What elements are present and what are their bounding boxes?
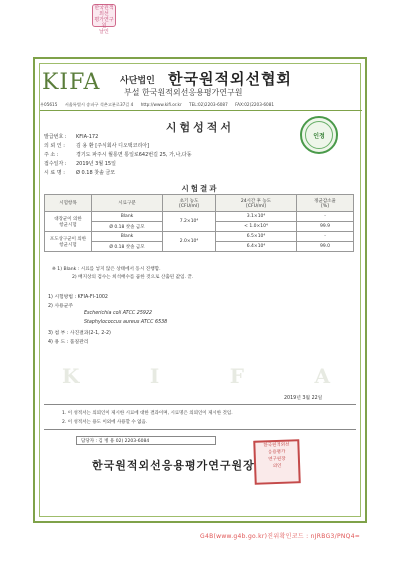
official-red-seal <box>253 439 301 485</box>
org-prefix: 사단법인 <box>120 76 155 86</box>
website: http://www.kifi.or.kr <box>140 102 182 107</box>
rate-cell: - <box>297 212 354 222</box>
header-cell: 24시간 후 농도 [CFU/ml] <box>216 195 297 212</box>
top-seal-line: 한국원적외선 <box>94 5 114 17</box>
info-label: 접수일자 : <box>44 161 67 167</box>
watermark-letter: A <box>314 364 332 388</box>
info-label: 발급번호 : <box>44 134 67 140</box>
divider <box>44 429 356 430</box>
seal-line: 한국원적외선 <box>263 442 290 449</box>
top-seal-stamp <box>92 4 116 35</box>
header-cell: 시료구분 <box>92 195 163 212</box>
seal-line: 의인 <box>272 463 282 470</box>
address-line <box>40 102 362 111</box>
purpose: 4) 용 도 : 품질관리 <box>48 340 89 345</box>
strains-label: 2) 사용균주 <box>48 304 73 309</box>
issuer-name: 한국원적외선응용평가연구원장 <box>92 459 255 472</box>
sample-cell: Blank <box>92 232 163 242</box>
initial-cell: 2.0×10⁴ <box>163 232 216 252</box>
after-cell: 6.4×10⁴ <box>216 242 297 252</box>
watermark-letter: F <box>229 364 246 388</box>
divider <box>44 404 356 405</box>
footer-note: 1. 이 성적서는 의뢰인이 제시한 시료에 대한 결과이며, 시료명은 의뢰인이 제시한 것임. <box>62 411 233 416</box>
info-value: 김 용 환 [주식회사 디오택코리아] <box>76 143 150 149</box>
header-cell: 시험항목 <box>45 195 92 212</box>
test-item-cell <box>45 212 92 232</box>
top-seal-line: 날인 <box>99 29 109 35</box>
postal-code: 우05615 <box>40 102 58 107</box>
attachment: 3) 첨 부 : 사진결과(2-1, 2-2) <box>48 331 111 336</box>
top-seal-line: 평가연구원 <box>94 17 114 29</box>
info-value: 경기도 파주시 월롱면 통일로642번길 25, 가,나,다동 <box>76 152 192 158</box>
fax: FAX:02)2203-6081 <box>235 102 275 107</box>
sample-cell: Ø 0.18 찻솔 금모 <box>92 222 163 232</box>
issue-date: 2019년 3월 22일 <box>284 396 323 401</box>
test-item-line: 포도상구균이 의한 <box>49 236 87 242</box>
seal-line: 응용평가 <box>267 449 286 456</box>
results-title: 시험결과 <box>181 184 219 193</box>
results-note: ※ 1) Blank : 시료를 넣지 않은 상태에서 동시 진행함. <box>52 267 161 272</box>
kifa-watermark <box>62 364 332 388</box>
test-item-line: 대장균이 의한 <box>54 216 82 222</box>
address: 서울특별시 송파구 석촌고분로37길 4 <box>64 102 134 107</box>
results-table <box>44 194 354 252</box>
stamp-text: 인정 <box>313 133 325 140</box>
results-note: 2) 배지상의 검수는 희석배수를 곱한 것으로 산출된 값임. 끝. <box>72 275 194 280</box>
table-header-row <box>45 195 354 212</box>
kifa-logo: KIFA <box>42 70 101 95</box>
info-value: 2019년 3월 15일 <box>76 161 116 167</box>
test-item-cell <box>45 232 92 252</box>
info-row-client <box>44 142 149 149</box>
test-item-line: 항균시험 <box>59 222 77 228</box>
test-item-line: 항균시험 <box>59 242 77 248</box>
test-method: 1) 시험방법 : KFIA-FI-1002 <box>48 295 108 300</box>
watermark-letter: I <box>149 364 162 388</box>
rate-cell: 99.9 <box>297 222 354 232</box>
contact-box: 담당자 : 김 병 용 02) 2203-6084 <box>76 436 216 445</box>
after-cell: 6.5×10⁴ <box>216 232 297 242</box>
info-label: 시 료 명 : <box>44 170 65 176</box>
info-value: KFIA-172 <box>76 134 99 140</box>
header-cell: 초기 농도 [CFU/ml] <box>163 195 216 212</box>
sample-cell: Ø 0.18 찻솔 금모 <box>92 242 163 252</box>
sub-org-name: 부설 한국원적외선응용평가연구원 <box>124 88 243 97</box>
verification-code: G4B(www.g4b.go.kr)진위확인코드 : nJRBG3/PNQ4= <box>200 533 361 540</box>
telephone: TEL:02)2203-6087 <box>189 102 228 107</box>
after-cell: 3.1×10⁴ <box>216 212 297 222</box>
info-row-address <box>44 151 192 158</box>
info-label: 주 소 : <box>44 152 59 158</box>
strain-name: Escherichia coli ATCC 25922 <box>84 311 153 316</box>
strain-name: Staphylococcus aureus ATCC 6538 <box>84 320 168 325</box>
header-cell: 정균감소율 [%] <box>297 195 354 212</box>
footer-note: 2. 이 성적서는 용도 이외에 사용할 수 없음. <box>62 420 148 425</box>
rate-cell: - <box>297 232 354 242</box>
watermark-letter: K <box>62 364 82 388</box>
table-row <box>45 232 354 242</box>
info-value: Ø 0.18 찻솔 금모 <box>76 170 116 176</box>
table-row <box>45 212 354 222</box>
accreditation-stamp <box>300 116 338 154</box>
sample-cell: Blank <box>92 212 163 222</box>
org-name: 한국원적외선협회 <box>168 70 292 88</box>
document-title: 시험성적서 <box>165 121 235 134</box>
initial-cell: 7.2×10⁴ <box>163 212 216 232</box>
seal-line: 연구원장 <box>268 456 286 463</box>
info-label: 의 뢰 인 : <box>44 143 65 149</box>
info-row-received-date <box>44 160 116 167</box>
rate-cell: 99.0 <box>297 242 354 252</box>
after-cell: < 1.0×10⁴ <box>216 222 297 232</box>
info-row-sample-name <box>44 169 115 176</box>
info-row-issue-number <box>44 133 98 140</box>
